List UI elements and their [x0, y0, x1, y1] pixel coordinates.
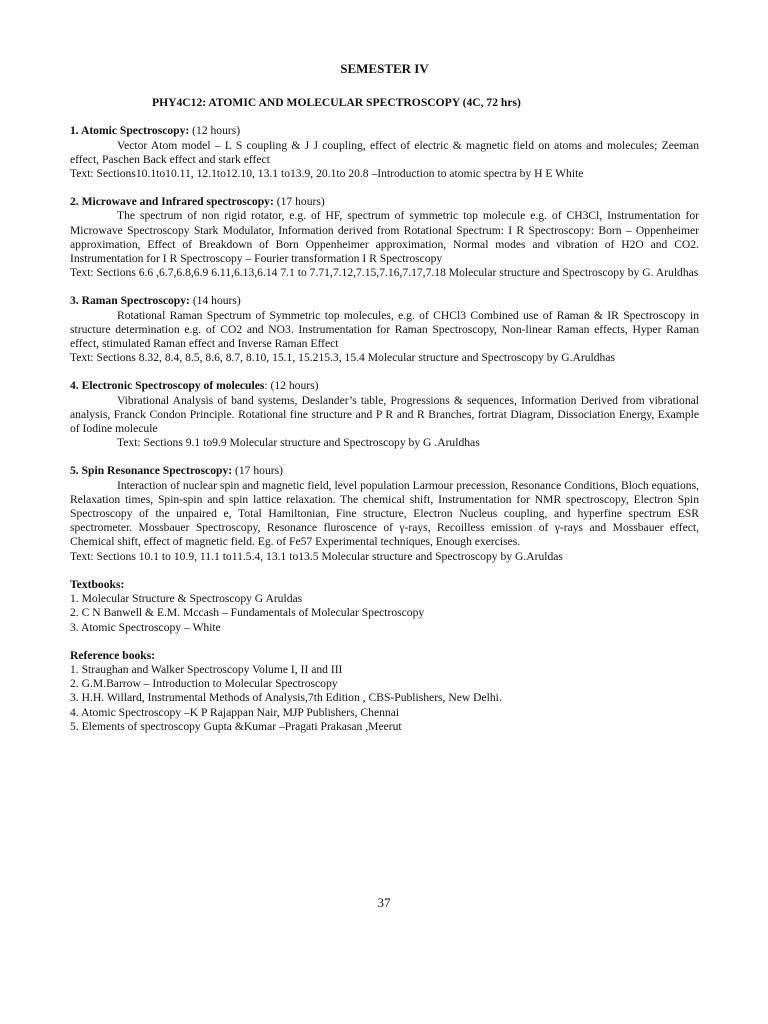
section-body: Vibrational Analysis of band systems, Deslander’s table, Progressions & sequences, Information Derived from vibrational analysis, Franck Condon Principle. Rotational fine structure and P R and R Branches, fortrat Diagram, Dissociation Energy, Example of Iodine molecule: [70, 393, 699, 436]
section-text-ref: Text: Sections 9.1 to9.9 Molecular structure and Spectroscopy by G .Aruldhas: [117, 436, 480, 450]
textbooks-heading: Textbooks:: [70, 577, 125, 591]
section-electronic-spectroscopy: [70, 379, 699, 450]
section-heading: [70, 294, 699, 308]
list-item: 2. C N Banwell & E.M. Mccash – Fundamentals of Molecular Spectroscopy: [70, 606, 425, 620]
list-item: 4. Atomic Spectroscopy –K P Rajappan Nair, MJP Publishers, Chennai: [70, 705, 400, 719]
section-hours: (17 hours): [276, 195, 325, 209]
section-hours: (14 hours): [192, 294, 241, 308]
list-item: 2. G.M.Barrow – Introduction to Molecular Spectroscopy: [70, 677, 338, 691]
section-title: 2. Microwave and Infrared spectroscopy:: [70, 195, 274, 209]
list-item: 1. Molecular Structure & Spectroscopy G Aruldas: [70, 592, 303, 606]
list-item: 3. H.H. Willard, Instrumental Methods of Analysis,7th Edition , CBS-Publishers, New Delhi.: [70, 691, 502, 705]
section-text-ref: Text: Sections 8.32, 8.4, 8.5, 8.6, 8.7, 8.10, 15.1, 15.215.3, 15.4 Molecular structure and Spectroscopy by G.Aruldhas: [70, 351, 615, 365]
section-body: Vector Atom model – L S coupling & J J coupling, effect of electric & magnetic field on atoms and molecules; Zeeman effect, Paschen Back effect and stark effect: [70, 138, 699, 166]
section-hours: : (12 hours): [264, 379, 319, 393]
section-hours: (17 hours): [235, 464, 283, 478]
section-heading: [70, 195, 699, 209]
section-title: 1. Atomic Spectroscopy:: [70, 124, 190, 138]
section-atomic-spectroscopy: [70, 124, 699, 181]
section-body: Rotational Raman Spectrum of Symmetric top molecules, e.g. of CHCl3 Combined use of Raman & IR Spectroscopy in structure determination e.g. of CO2 and NO3. Instrumentation for Raman Spectroscopy, Non-linear Raman effects, Hyper Raman effect, stimulated Raman effect and Inverse Raman Effect: [70, 308, 699, 351]
list-item: 3. Atomic Spectroscopy – White: [70, 620, 221, 634]
section-body: The spectrum of non rigid rotator, e.g. of HF, spectrum of symmetric top molecule e.g. of CH3Cl, Instrumentation for Microwave Spectroscopy Stark Modulator, Information derived from Rotational Spectrum: I R Spectroscopy: Born – Oppenheimer approximation, Effect of Breakdown of Born Oppenheimer approximation, Normal modes and vibration of H2O and CO2. Instrumentation for I R Spectroscopy – Fourier transformation I R Spectroscopy: [70, 209, 699, 266]
reference-books-list: [70, 663, 699, 734]
semester-title: SEMESTER IV: [340, 61, 429, 76]
section-body: Interaction of nuclear spin and magnetic field, level population Larmour precession, Resonance Conditions, Bloch equations, Relaxation times, Spin-spin and spin lattice relaxation. The chemical shift, Instrumentation for NMR spectroscopy, Electron Spin Spectroscopy of the unpaired e, Total Hamiltonian, Fine structure, Electron Nucleus coupling, and hyperfine spectrum ESR spectrometer. Mossbauer Spectroscopy, Resonance fluroscence of γ-rays, Recoilless emission of γ-rays and Mossbauer effect, Chemical shift, effect of magnetic field. Eg. of Fe57 Experimental techniques, Enough exercises.: [70, 478, 699, 549]
section-microwave-infrared: [70, 195, 699, 280]
document-page: [70, 62, 699, 748]
textbooks-list: [70, 592, 699, 635]
list-item: 1. Straughan and Walker Spectroscopy Volume I, II and III: [70, 662, 343, 676]
reference-books-heading: Reference books:: [70, 648, 156, 662]
section-title: 5. Spin Resonance Spectroscopy:: [70, 464, 233, 478]
course-title: PHY4C12: ATOMIC AND MOLECULAR SPECTROSCOPY (4C, 72 hrs): [152, 96, 521, 110]
section-heading: [70, 464, 699, 478]
section-raman-spectroscopy: [70, 294, 699, 365]
section-text-ref: Text: Sections 10.1 to 10.9, 11.1 to11.5.4, 13.1 to13.5 Molecular structure and Spectroscopy by G.Aruldas: [70, 549, 563, 563]
section-heading: [70, 379, 699, 393]
list-item: 5. Elements of spectroscopy Gupta &Kumar –Pragati Prakasan ,Meerut: [70, 719, 402, 733]
section-heading: [70, 124, 699, 138]
section-title: 4. Electronic Spectroscopy of molecules: [70, 379, 265, 393]
section-text-ref: Text: Sections10.1to10.11, 12.1to12.10, 13.1 to13.9, 20.1to 20.8 –Introduction to atomic spectra by H E White: [70, 167, 584, 181]
section-text-ref: Text: Sections 6.6 ,6.7,6.8,6.9 6.11,6.13,6.14 7.1 to 7.71,7.12,7.15,7.16,7.17,7.18 Molecular structure and Spectroscopy by G. Aruldhas: [70, 266, 699, 280]
section-hours: (12 hours): [192, 124, 241, 138]
section-spin-resonance: [70, 464, 699, 563]
page-number: 37: [377, 895, 391, 910]
section-title: 3. Raman Spectroscopy:: [70, 294, 190, 308]
